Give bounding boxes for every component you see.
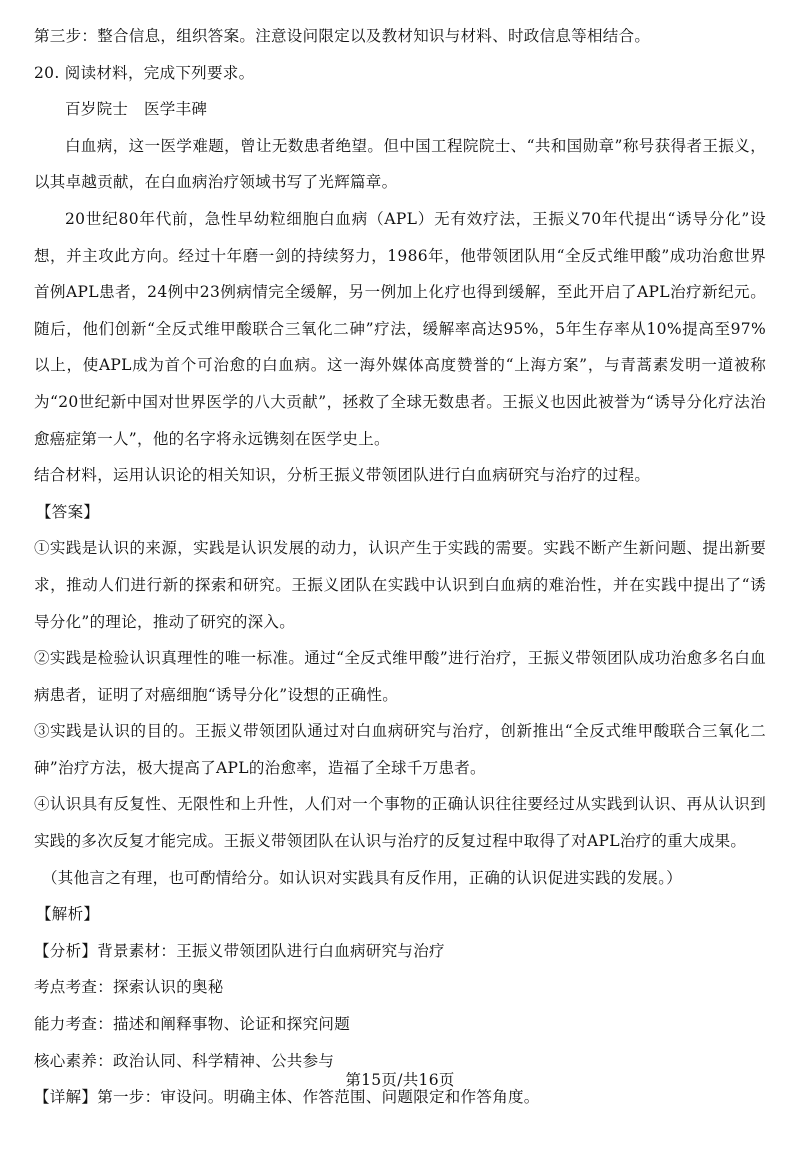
analysis-tag: 【解析】	[36, 905, 100, 924]
answer-tag: 【答案】	[36, 502, 100, 521]
answer-point-1: ①实践是认识的来源，实践是认识发展的动力，认识产生于实践的需要。实践不断产生新问题、提出新要求，推动人们进行新的探索和研究。王振义团队在实践中认识到白血病的难治性，并在实践中提出了“诱导分化”的理论，推动了研究的深入。	[34, 539, 766, 631]
analysis-core-literacy: 核心素养：政治认同、科学精神、公共参与	[34, 1051, 335, 1070]
question-number-line: 20. 阅读材料，完成下列要求。	[34, 63, 255, 82]
analysis-exam-point: 考点考查：探索认识的奥秘	[34, 978, 224, 997]
step-three-line: 第三步：整合信息，组织答案。注意设问限定以及教材知识与材料、时政信息等相结合。	[34, 27, 651, 45]
analysis-detail-step-one: 【详解】第一步：审设问。明确主体、作答范围、问题限定和作答角度。	[34, 1088, 540, 1107]
question-prompt: 结合材料，运用认识论的相关知识，分析王振义带领团队进行白血病研究与治疗的过程。	[34, 466, 651, 485]
material-paragraph-2: 20世纪80年代前，急性早幼粒细胞白血病（APL）无有效疗法，王振义70年代提出“诱导分化”设想，并主攻此方向。经过十年磨一剑的持续努力，1986年，他带领团队用“全反式维甲酸”成功治愈世界首例APL患者，24例中23例病情完全缓解，另一例加上化疗也得到缓解，至此开启了APL治疗新纪元。随后，他们创新“全反式维甲酸联合三氧化二砷”疗法，缓解率高达95%，5年生存率从10%提高至97%以上，使APL成为首个可治愈的白血病。这一海外媒体高度赞誉的“上海方案”，与青蒿素发明一道被称为“20世纪新中国对世界医学的八大贡献”，拯救了全球无数患者。王振义也因此被誉为“诱导分化疗法治愈癌症第一人”，他的名字将永远镌刻在医学史上。	[34, 209, 766, 448]
answer-point-3: ③实践是认识的目的。王振义带领团队通过对白血病研究与治疗，创新推出“全反式维甲酸联合三氧化二砷”治疗方法，极大提高了APL的治愈率，造福了全球千万患者。	[34, 722, 766, 777]
answer-point-4: ④认识具有反复性、无限性和上升性，人们对一个事物的正确认识往往要经过从实践到认识、再从认识到实践的多次反复才能完成。王振义带领团队在认识与治疗的反复过程中取得了对APL治疗的重大成果。	[34, 795, 766, 851]
document-page	[34, 18, 766, 1116]
analysis-ability: 能力考查：描述和阐释事物、论证和探究问题	[34, 1015, 351, 1034]
page-footer: 第15页/共16页	[345, 1071, 455, 1089]
answer-note: （其他言之有理，也可酌情给分。如认识对实践具有反作用，正确的认识促进实践的发展。）	[42, 868, 683, 887]
answer-point-2: ②实践是检验认识真理性的唯一标准。通过“全反式维甲酸”进行治疗，王振义带领团队成功治愈多名白血病患者，证明了对癌细胞“诱导分化”设想的正确性。	[34, 649, 766, 704]
material-title: 百岁院士 医学丰碑	[65, 100, 208, 119]
material-paragraph-1: 白血病，这一医学难题，曾让无数患者绝望。但中国工程院院士、“共和国勋章”称号获得者王振义，以其卓越贡献，在白血病治疗领域书写了光辉篇章。	[34, 136, 766, 192]
analysis-background: 【分析】背景素材：王振义带领团队进行白血病研究与治疗	[34, 941, 445, 960]
